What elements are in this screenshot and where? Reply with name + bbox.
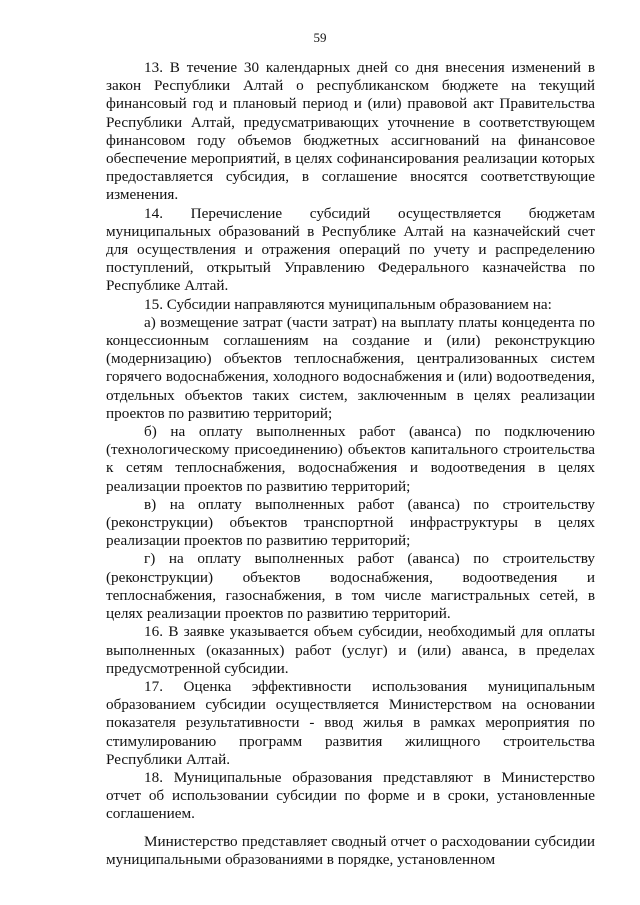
paragraph-18: 18. Муниципальные образования представляют в Министерство отчет об использовании субсидии по форме и в сроки, установленные соглашением. [106, 768, 595, 823]
paragraph-16: 16. В заявке указывается объем субсидии, необходимый для оплаты выполненных (оказанных) работ (услуг) и (или) аванса, в пределах предусмотренной субсидии. [106, 623, 595, 677]
paragraph-17: 17. Оценка эффективности использования муниципальным образованием субсидии осуществляется Министерством на основании показателя результативности - ввод жилья в рамках мероприятия по стимулированию программ развития жилищного строительства Республики Алтай. [106, 677, 595, 768]
paragraph-15-item-g: г) на оплату выполненных работ (аванса) по строительству (реконструкции) объектов водоснабжения, водоотведения и теплоснабжения, газоснабжения, в том числе магистральных сетей, в целях реализации проектов по развитию территорий. [106, 550, 595, 623]
paragraph-15-item-a: а) возмещение затрат (части затрат) на выплату платы концедента по концессионным соглашениям на создание и (или) реконструкцию (модернизацию) объектов теплоснабжения, централизованных систем горячего водоснабжения, холодного водоснабжения и (или) водоотведения, отдельных объектов таких систем, заключенным в целях реализации проектов по развитию территорий; [106, 313, 595, 422]
paragraph-14: 14. Перечисление субсидий осуществляется бюджетам муниципальных образований в Республике Алтай на казначейский счет для осуществления и отражения операций по учету и распределению поступлений, открытый Управлению Федерального казначейства по Республике Алтай. [106, 204, 595, 295]
paragraph-ministry-report: Министерство представляет сводный отчет о расходовании субсидии муниципальными образованиями в порядке, установленном [106, 832, 595, 868]
page-number: 59 [313, 30, 327, 45]
paragraph-15-item-v: в) на оплату выполненных работ (аванса) по строительству (реконструкции) объектов транспортной инфраструктуры в целях реализации проектов по развитию территорий; [106, 495, 595, 550]
paragraph-15-item-b: б) на оплату выполненных работ (аванса) по подключению (технологическому присоединению) объектов капитального строительства к сетям теплоснабжения, водоснабжения и водоотведения в целях реализации проектов по развитию территорий; [106, 423, 595, 495]
paragraph-13: 13. В течение 30 календарных дней со дня внесения изменений в закон Республики Алтай о республиканском бюджете на текущий финансовый год и плановый период и (или) правовой акт Правительства Республики Алтай, предусматривающих уточнение в соответствующем финансовом году объемов бюджетных ассигнований на финансовое обеспечение мероприятий, в целях софинансирования реализации которых предоставляется субсидия, в соглашение вносятся соответствующие изменения. [106, 59, 595, 204]
document-body [106, 59, 595, 869]
paragraph-15: 15. Субсидии направляются муниципальным образованием на: [144, 295, 552, 313]
